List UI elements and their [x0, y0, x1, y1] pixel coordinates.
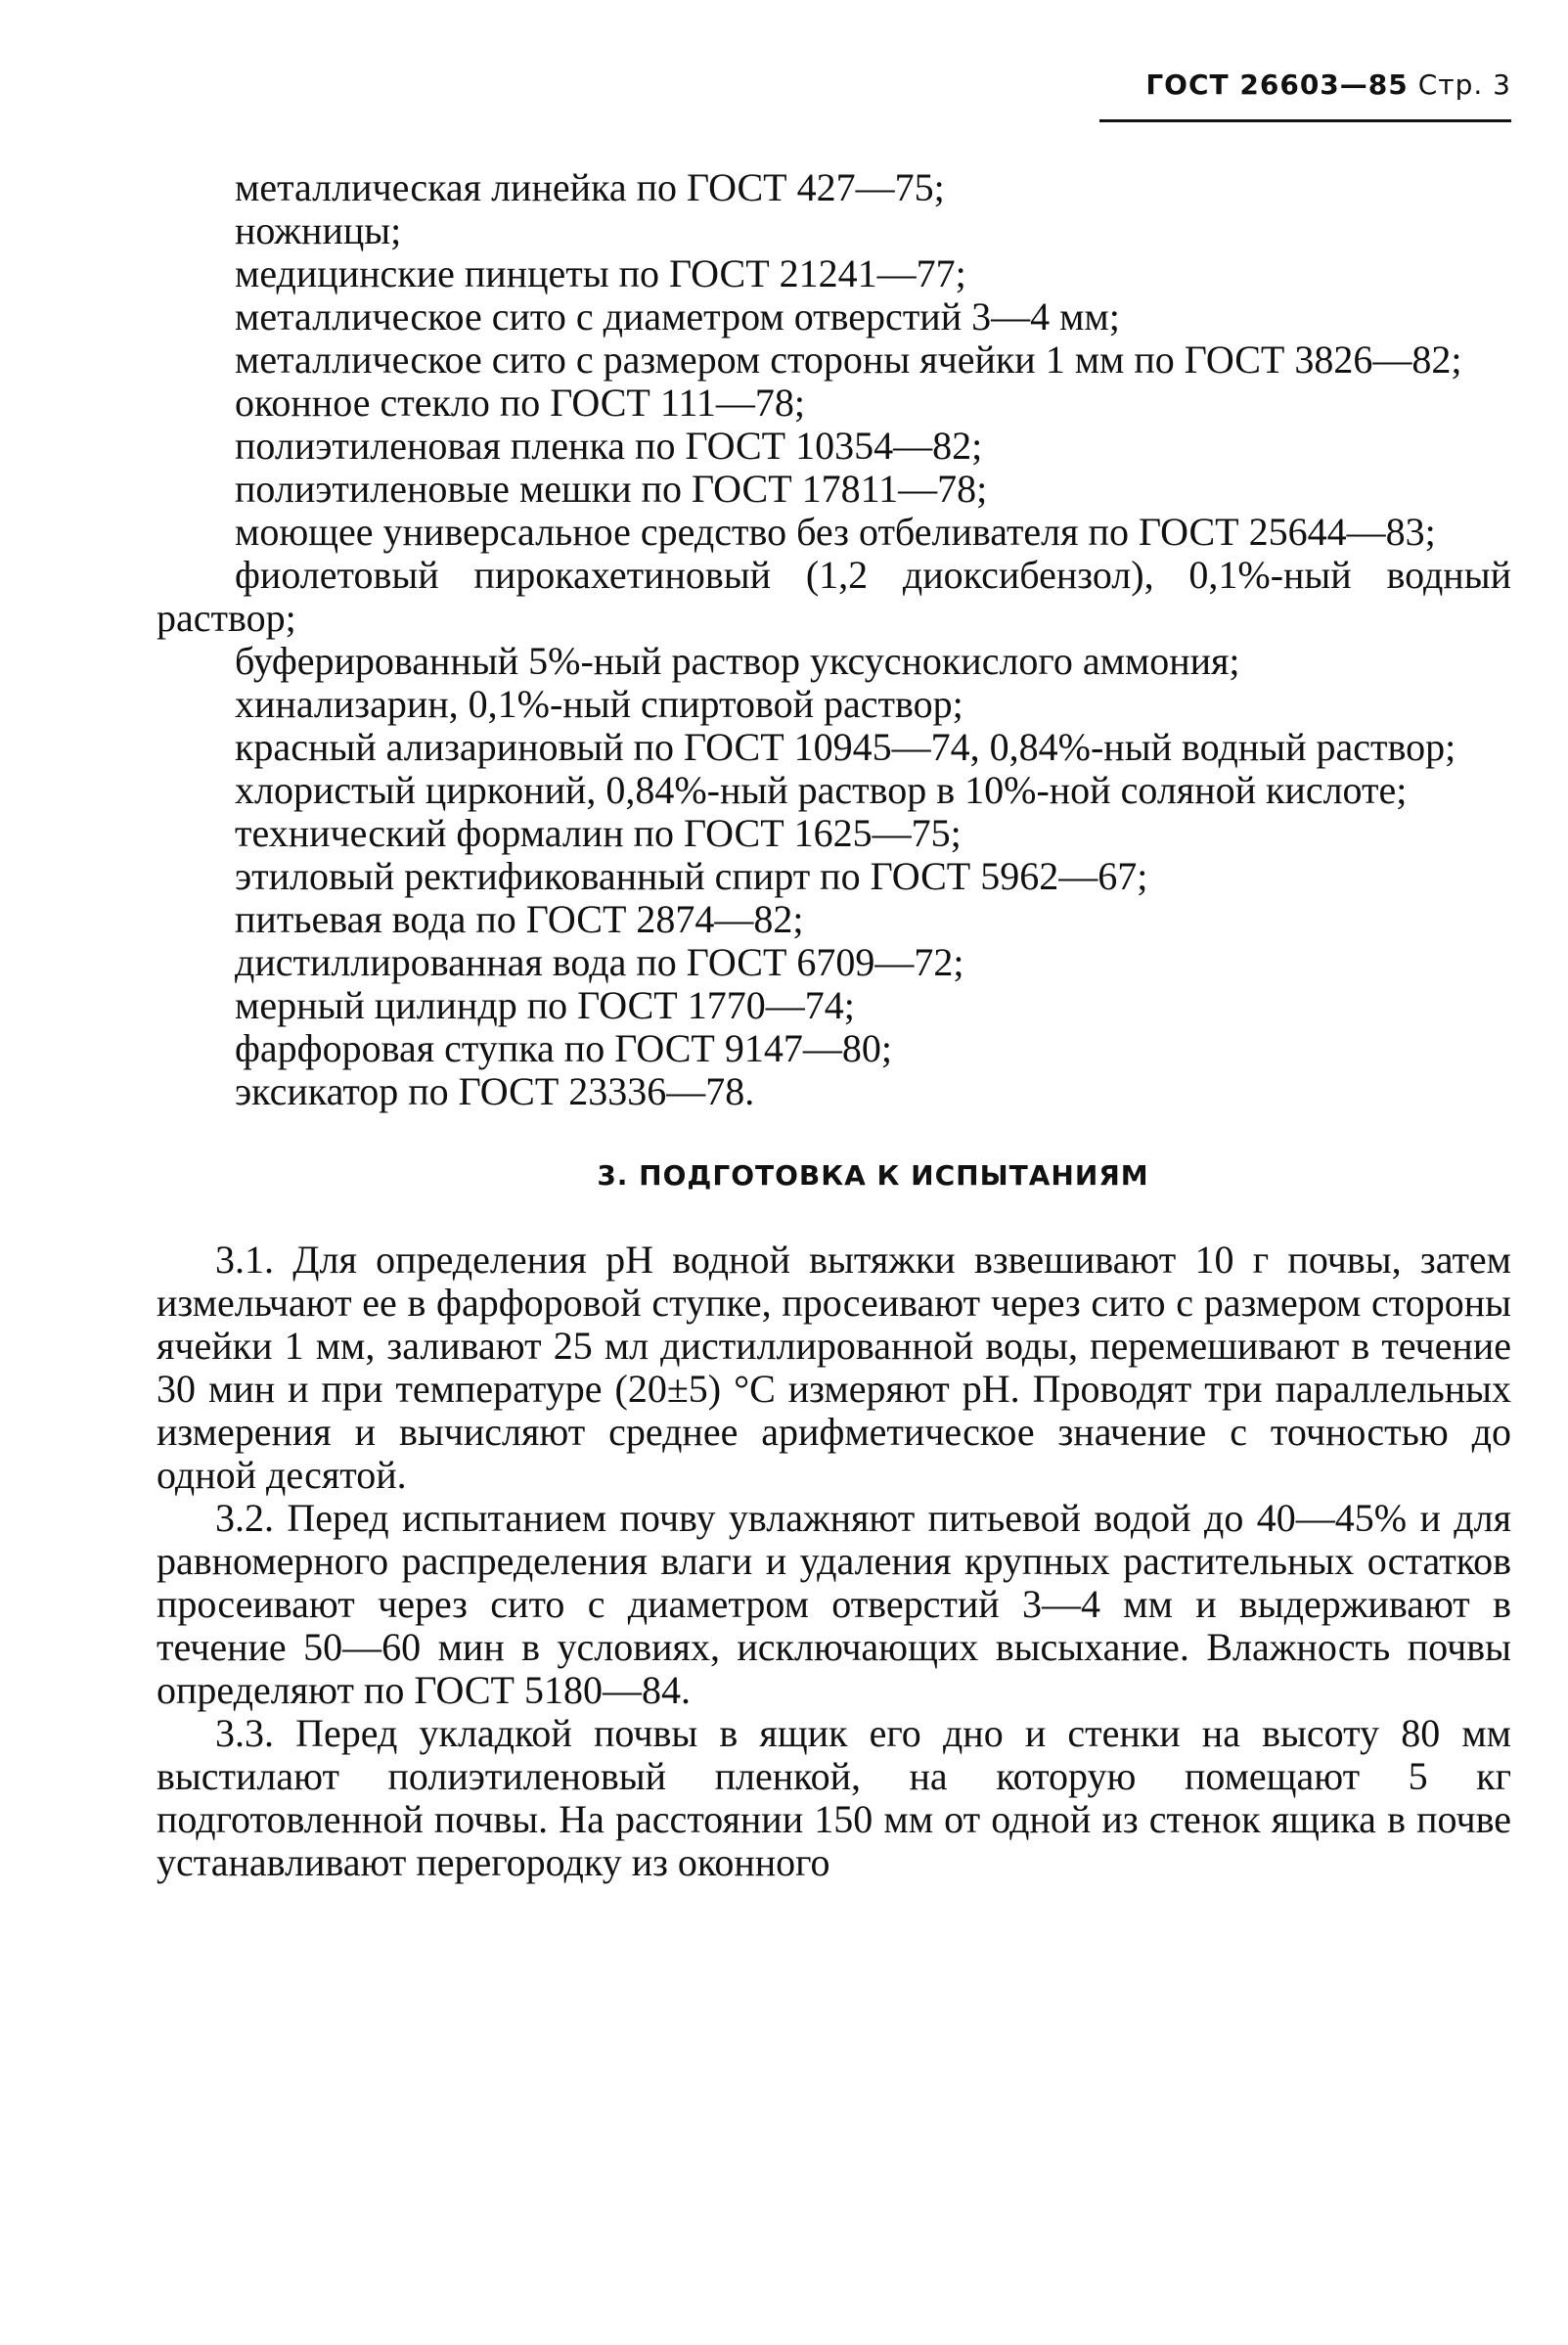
list-item: оконное стекло по ГОСТ 111—78; — [235, 381, 806, 425]
page-body — [157, 166, 1511, 1884]
list-item: хлористый цирконий, 0,84%-ный раствор в 10%-ной соляной кислоте; — [235, 768, 1408, 812]
equipment-list — [157, 166, 1511, 1113]
paragraph-3-2: 3.2. Перед испытанием почву увлажняют питьевой водой до 40—45% и для равномерного распределения влаги и удаления крупных растительных остатков просеивают через сито с диаметром отверстий 3—4 мм и выдерживают в течение 50—60 мин в условиях, исключающих высыхание. Влажность почвы определяют по ГОСТ 5180—84. — [157, 1496, 1511, 1712]
list-item: технический формалин по ГОСТ 1625—75; — [235, 811, 962, 855]
list-item: металлическая линейка по ГОСТ 427—75; — [235, 165, 945, 209]
list-item: медицинские пинцеты по ГОСТ 21241—77; — [235, 251, 966, 295]
list-item: питьевая вода по ГОСТ 2874—82; — [235, 897, 804, 941]
list-item: мерный цилиндр по ГОСТ 1770—74; — [235, 983, 855, 1027]
document-code: ГОСТ 26603—85 — [1145, 68, 1409, 101]
list-item: металлическое сито с размером стороны ячейки 1 мм по ГОСТ 3826—82; — [235, 338, 1462, 382]
list-item: полиэтиленовая пленка по ГОСТ 10354—82; — [235, 424, 983, 468]
paragraph-3-3: 3.3. Перед укладкой почвы в ящик его дно и стенки на высоту 80 мм выстилают полиэтиленовый пленкой, на которую помещают 5 кг подготовленной почвы. На расстоянии 150 мм от одной из стенок ящика в почве устанавливают перегородку из оконного — [157, 1711, 1511, 1884]
paragraph-3-1: 3.1. Для определения pH водной вытяжки взвешивают 10 г почвы, затем измельчают ее в фарфоровой ступке, просеивают через сито с размером стороны ячейки 1 мм, заливают 25 мл дистиллированной воды, перемешивают в течение 30 мин и при температуре (20±5) °С измеряют pH. Проводят три параллельных измерения и вычисляют среднее арифметическое значение с точностью до одной десятой. — [157, 1238, 1511, 1497]
list-item: буферированный 5%-ный раствор уксуснокислого аммония; — [235, 639, 1240, 683]
list-item: этиловый ректификованный спирт по ГОСТ 5962—67; — [235, 854, 1148, 898]
page-number: Стр. 3 — [1417, 68, 1511, 101]
header-rule — [1099, 119, 1511, 122]
list-item: эксикатор по ГОСТ 23336—78. — [235, 1069, 755, 1113]
section-heading: 3. ПОДГОТОВКА К ИСПЫТАНИЯМ — [597, 1159, 1149, 1192]
list-item: дистиллированная вода по ГОСТ 6709—72; — [235, 940, 964, 984]
list-item: хинализарин, 0,1%-ный спиртовой раствор; — [235, 682, 963, 726]
list-item: ножницы; — [235, 208, 402, 252]
list-item: моющее универсальное средство без отбеливателя по ГОСТ 25644—83; — [235, 510, 1436, 554]
list-item: металлическое сито с диаметром отверстий 3—4 мм; — [235, 294, 1120, 338]
list-item: фиолетовый пирокахетиновый (1,2 диоксибензол), 0,1%-ный водный раствор; — [157, 553, 1511, 640]
list-item: полиэтиленовые мешки по ГОСТ 17811—78; — [235, 467, 988, 511]
list-item: красный ализариновый по ГОСТ 10945—74, 0,84%-ный водный раствор; — [235, 725, 1456, 769]
list-item: фарфоровая ступка по ГОСТ 9147—80; — [235, 1026, 892, 1070]
running-header — [1100, 68, 1511, 101]
